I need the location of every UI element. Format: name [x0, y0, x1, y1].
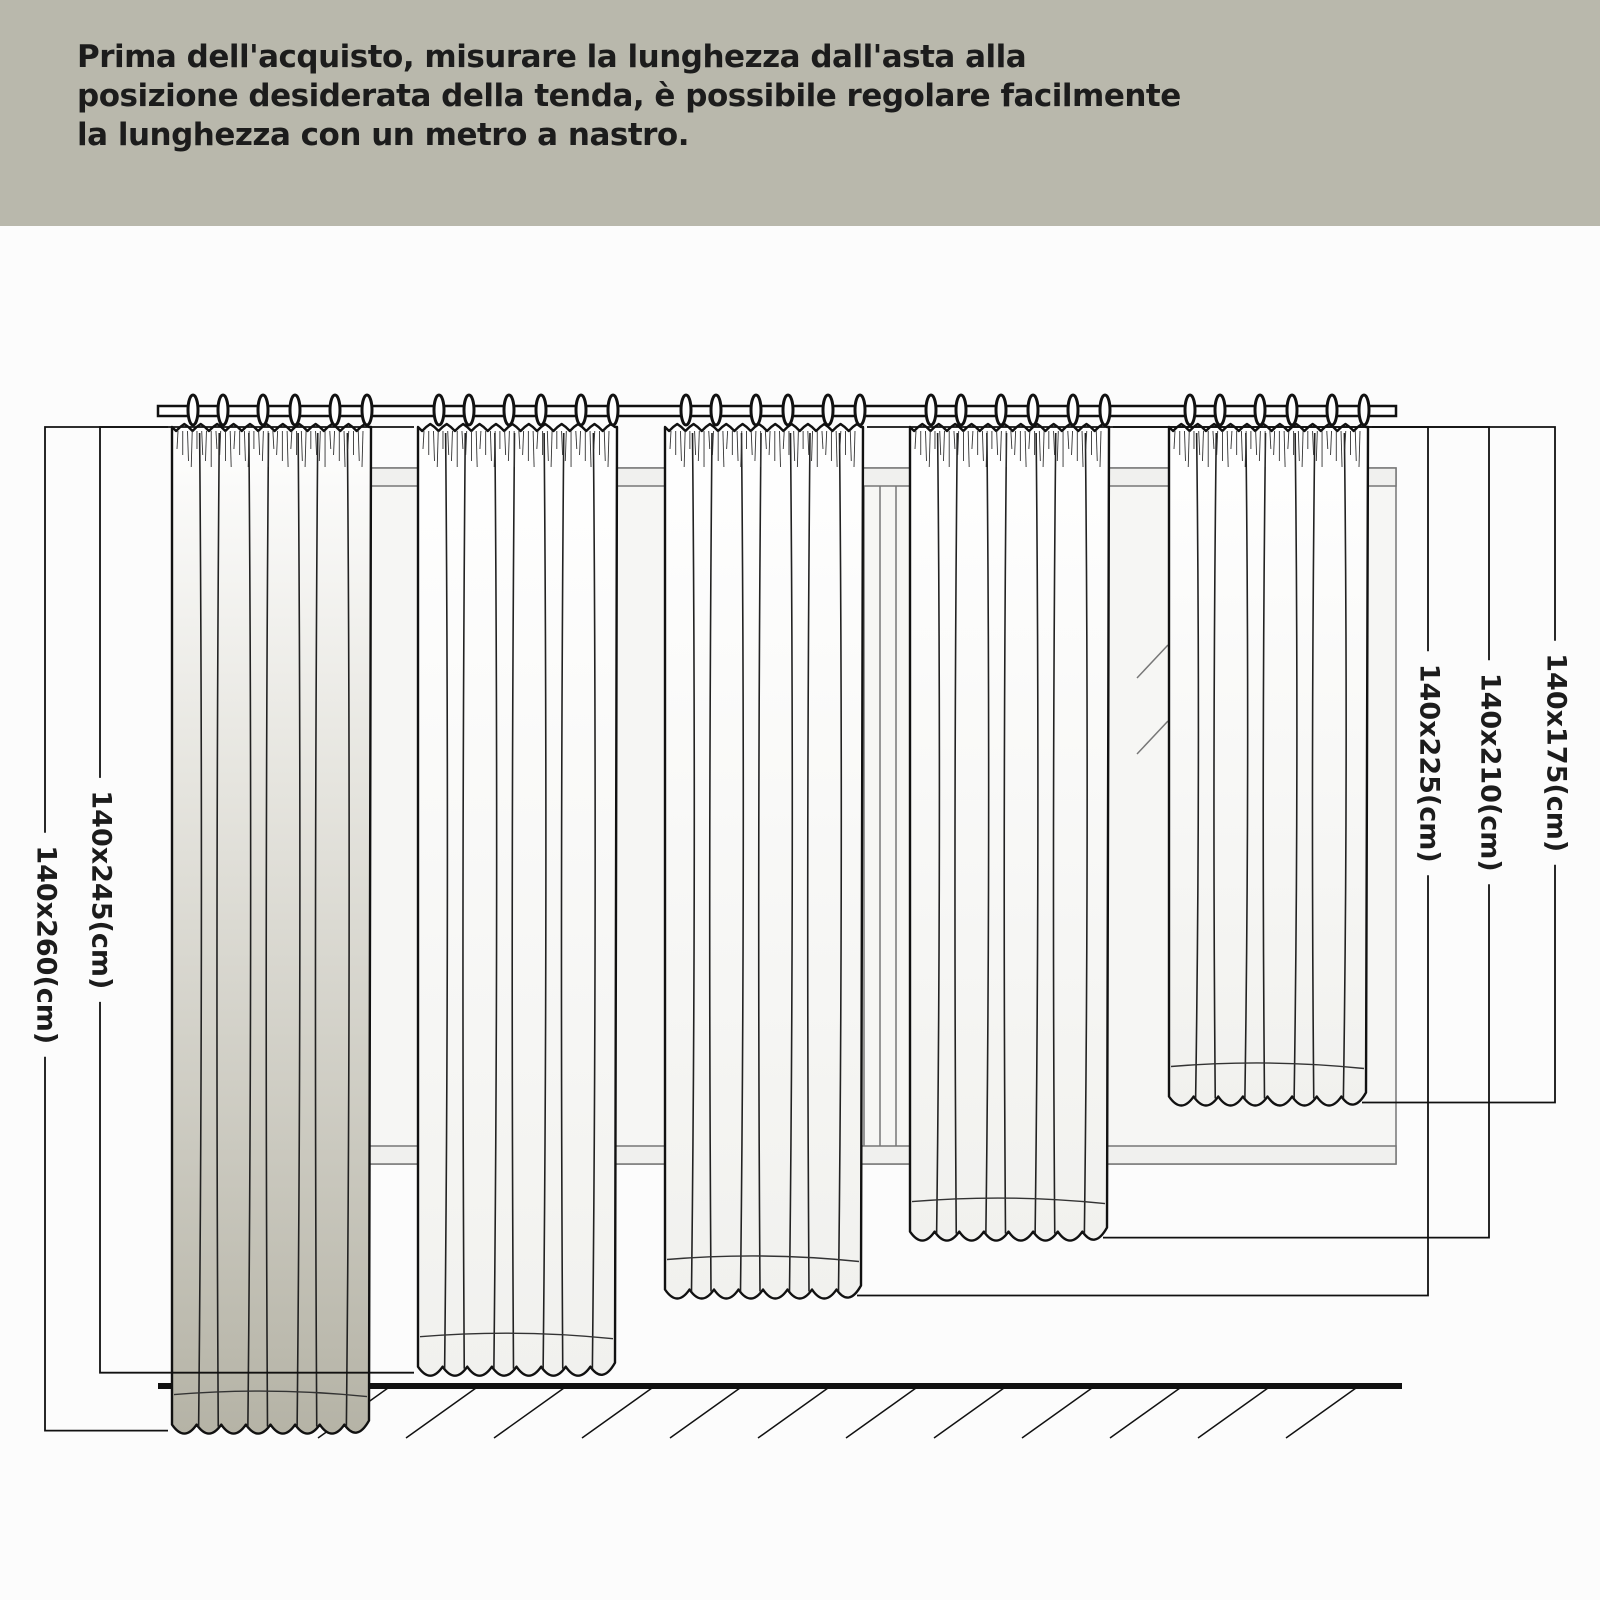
curtain-ring	[362, 395, 372, 425]
curtain-ring	[330, 395, 340, 425]
curtain-ring	[1359, 395, 1369, 425]
curtain-ring	[996, 395, 1006, 425]
curtain-ring	[290, 395, 300, 425]
curtain-ring	[504, 395, 514, 425]
curtain-ring	[956, 395, 966, 425]
curtain-panel	[1169, 424, 1368, 1106]
dimension-label: 140x245(cm)	[85, 790, 117, 990]
curtain-ring	[1185, 395, 1195, 425]
curtain-panel	[910, 424, 1109, 1241]
curtains	[172, 424, 1368, 1434]
dimension-label: 140x175(cm)	[1540, 653, 1572, 853]
curtain-ring	[536, 395, 546, 425]
curtain-ring	[434, 395, 444, 425]
curtain-ring	[258, 395, 268, 425]
curtain-ring	[926, 395, 936, 425]
curtain-ring	[188, 395, 198, 425]
dimension-label: 140x260(cm)	[30, 845, 62, 1045]
curtain-ring	[608, 395, 618, 425]
curtain-ring	[1255, 395, 1265, 425]
curtain-rod	[158, 406, 1396, 416]
curtain-ring	[823, 395, 833, 425]
curtain-panel	[172, 424, 371, 1434]
instructions-text: Prima dell'acquisto, misurare la lunghezza dall'asta alla posizione desiderata della tenda, è possibile regolare facilmente la lunghezza con un metro a nastro.	[77, 39, 1181, 153]
curtain-panel	[418, 424, 617, 1376]
dimension-label: 140x210(cm)	[1474, 672, 1506, 872]
curtain-ring	[1287, 395, 1297, 425]
curtain-ring	[1215, 395, 1225, 425]
curtain-ring	[751, 395, 761, 425]
curtain-ring	[855, 395, 865, 425]
dimension-label: 140x225(cm)	[1413, 663, 1445, 863]
curtain-ring	[711, 395, 721, 425]
curtain-ring	[783, 395, 793, 425]
curtain-ring	[1100, 395, 1110, 425]
curtain-ring	[464, 395, 474, 425]
curtain-ring	[218, 395, 228, 425]
curtain-ring	[1028, 395, 1038, 425]
curtain-panel	[665, 424, 863, 1299]
curtain-ring	[1327, 395, 1337, 425]
curtain-ring	[681, 395, 691, 425]
curtain-ring	[1068, 395, 1078, 425]
curtain-ring	[576, 395, 586, 425]
